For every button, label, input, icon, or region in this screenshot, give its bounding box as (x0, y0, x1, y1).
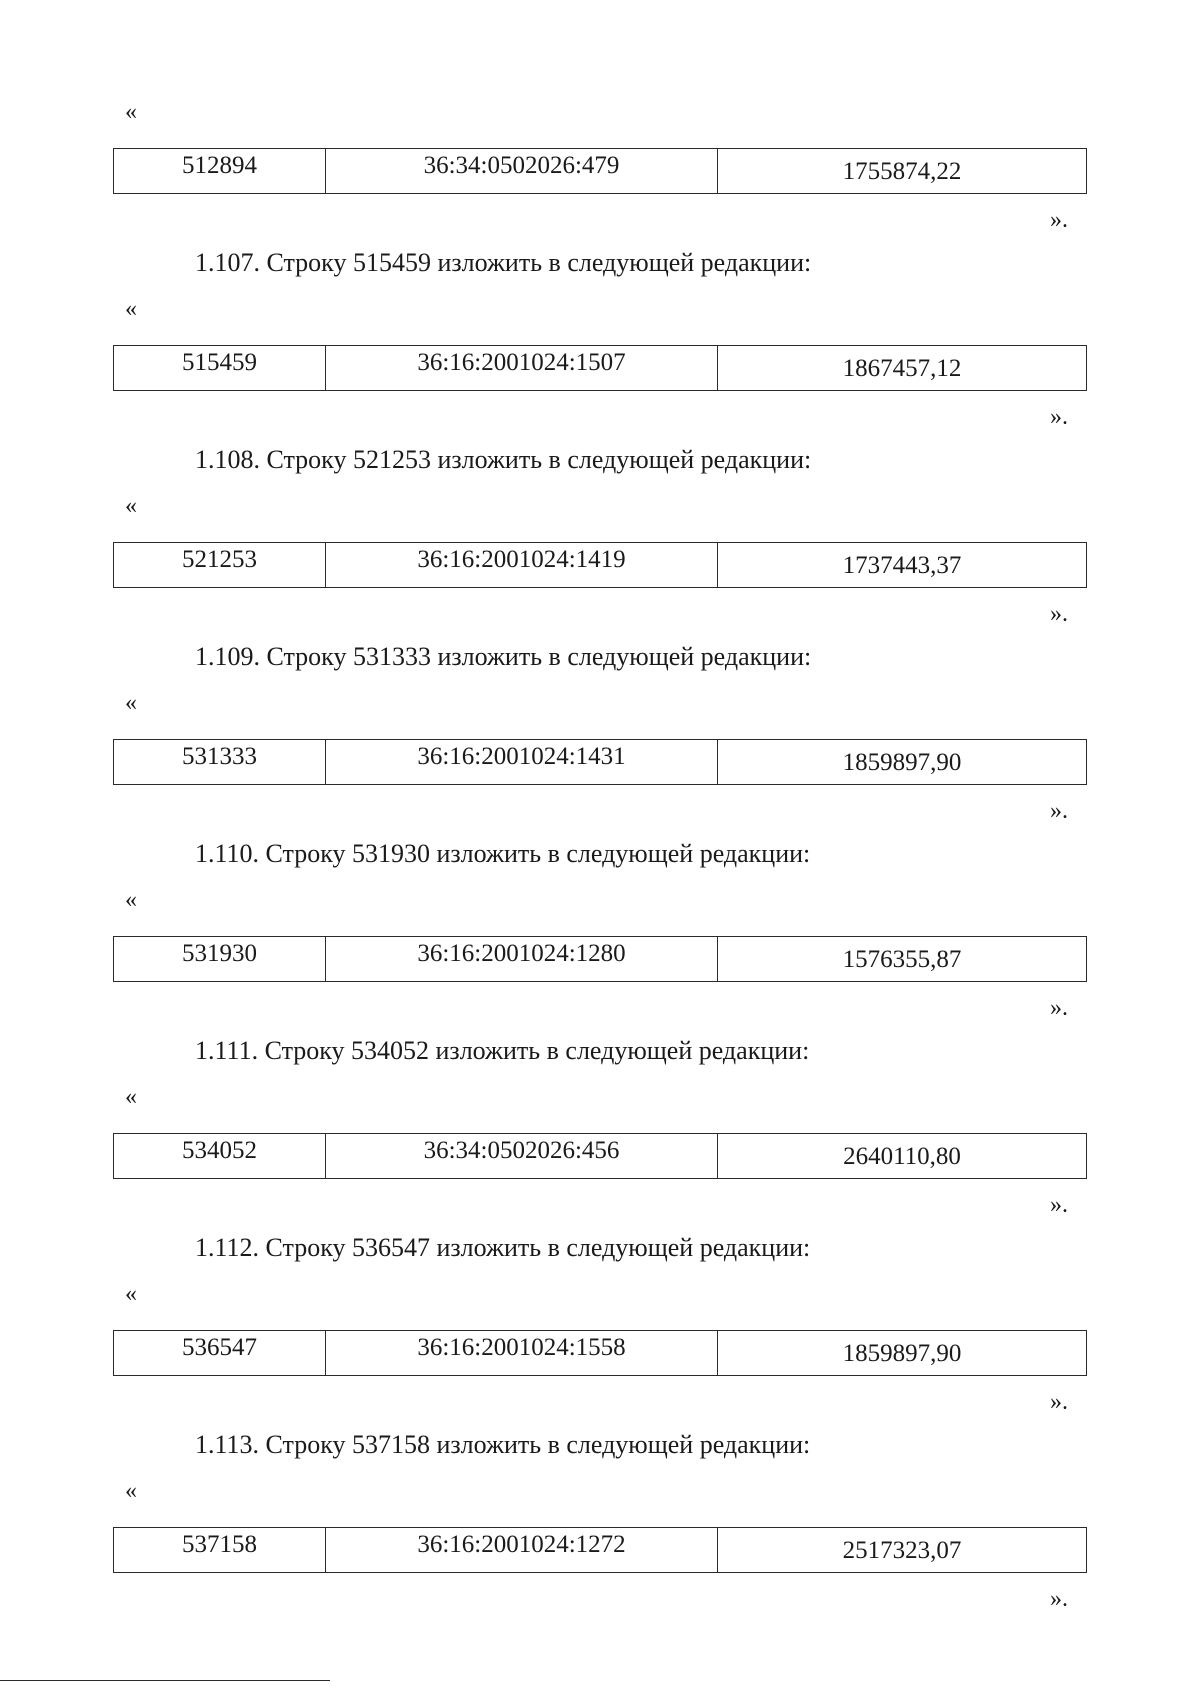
close-quote: ». (1050, 1389, 1068, 1415)
open-quote: « (125, 887, 137, 913)
open-quote: « (125, 1478, 137, 1504)
cadastral-number-cell: 36:16:2001024:1558 (326, 1331, 718, 1375)
close-quote: ». (1050, 1192, 1068, 1218)
open-quote: « (125, 493, 137, 519)
close-quote: ». (1050, 995, 1068, 1021)
table-row (113, 1330, 1087, 1376)
close-quote: ». (1050, 601, 1068, 627)
value-cell: 1867457,12 (842, 355, 962, 382)
open-quote: « (125, 1281, 137, 1307)
value-cell: 1859897,90 (842, 749, 962, 776)
table-row (113, 739, 1087, 785)
cadastral-number-cell: 36:16:2001024:1431 (326, 740, 718, 784)
value-cell: 1755874,22 (842, 158, 962, 185)
cadastral-number-cell: 36:16:2001024:1419 (326, 543, 718, 587)
row-id-cell: 537158 (114, 1528, 326, 1572)
row-id-cell: 534052 (114, 1134, 326, 1178)
table-row (113, 1133, 1087, 1179)
value-cell: 2517323,07 (842, 1537, 962, 1564)
row-id-cell: 531930 (114, 937, 326, 981)
table-row (113, 936, 1087, 982)
table-row (113, 345, 1087, 391)
footer-rule (0, 1680, 330, 1681)
table-row (113, 148, 1087, 194)
row-id-cell: 515459 (114, 346, 326, 390)
amendment-heading: 1.108. Строку 521253 изложить в следующей редакции: (195, 445, 812, 474)
value-cell: 1737443,37 (842, 552, 962, 579)
cadastral-number-cell: 36:34:0502026:479 (326, 149, 718, 193)
close-quote: ». (1050, 404, 1068, 430)
value-cell: 1859897,90 (842, 1340, 962, 1367)
table-row (113, 1527, 1087, 1573)
cadastral-number-cell: 36:16:2001024:1507 (326, 346, 718, 390)
open-quote: « (125, 296, 137, 322)
row-id-cell: 531333 (114, 740, 326, 784)
amendment-heading: 1.111. Строку 534052 изложить в следующей редакции: (195, 1036, 810, 1065)
amendment-heading: 1.110. Строку 531930 изложить в следующей редакции: (195, 839, 811, 868)
row-id-cell: 536547 (114, 1331, 326, 1375)
close-quote: ». (1050, 1586, 1068, 1612)
cadastral-number-cell: 36:16:2001024:1272 (326, 1528, 718, 1572)
open-quote: « (125, 1084, 137, 1110)
amendment-heading: 1.107. Строку 515459 изложить в следующей редакции: (195, 248, 812, 277)
row-id-cell: 512894 (114, 149, 326, 193)
close-quote: ». (1050, 798, 1068, 824)
amendment-heading: 1.113. Строку 537158 изложить в следующей редакции: (195, 1430, 811, 1459)
table-row (113, 542, 1087, 588)
row-id-cell: 521253 (114, 543, 326, 587)
open-quote: « (125, 99, 137, 125)
open-quote: « (125, 690, 137, 716)
cadastral-number-cell: 36:16:2001024:1280 (326, 937, 718, 981)
cadastral-number-cell: 36:34:0502026:456 (326, 1134, 718, 1178)
close-quote: ». (1050, 207, 1068, 233)
value-cell: 2640110,80 (843, 1143, 961, 1170)
amendment-heading: 1.112. Строку 536547 изложить в следующей редакции: (195, 1233, 811, 1262)
amendment-heading: 1.109. Строку 531333 изложить в следующей редакции: (195, 642, 812, 671)
value-cell: 1576355,87 (842, 946, 962, 973)
